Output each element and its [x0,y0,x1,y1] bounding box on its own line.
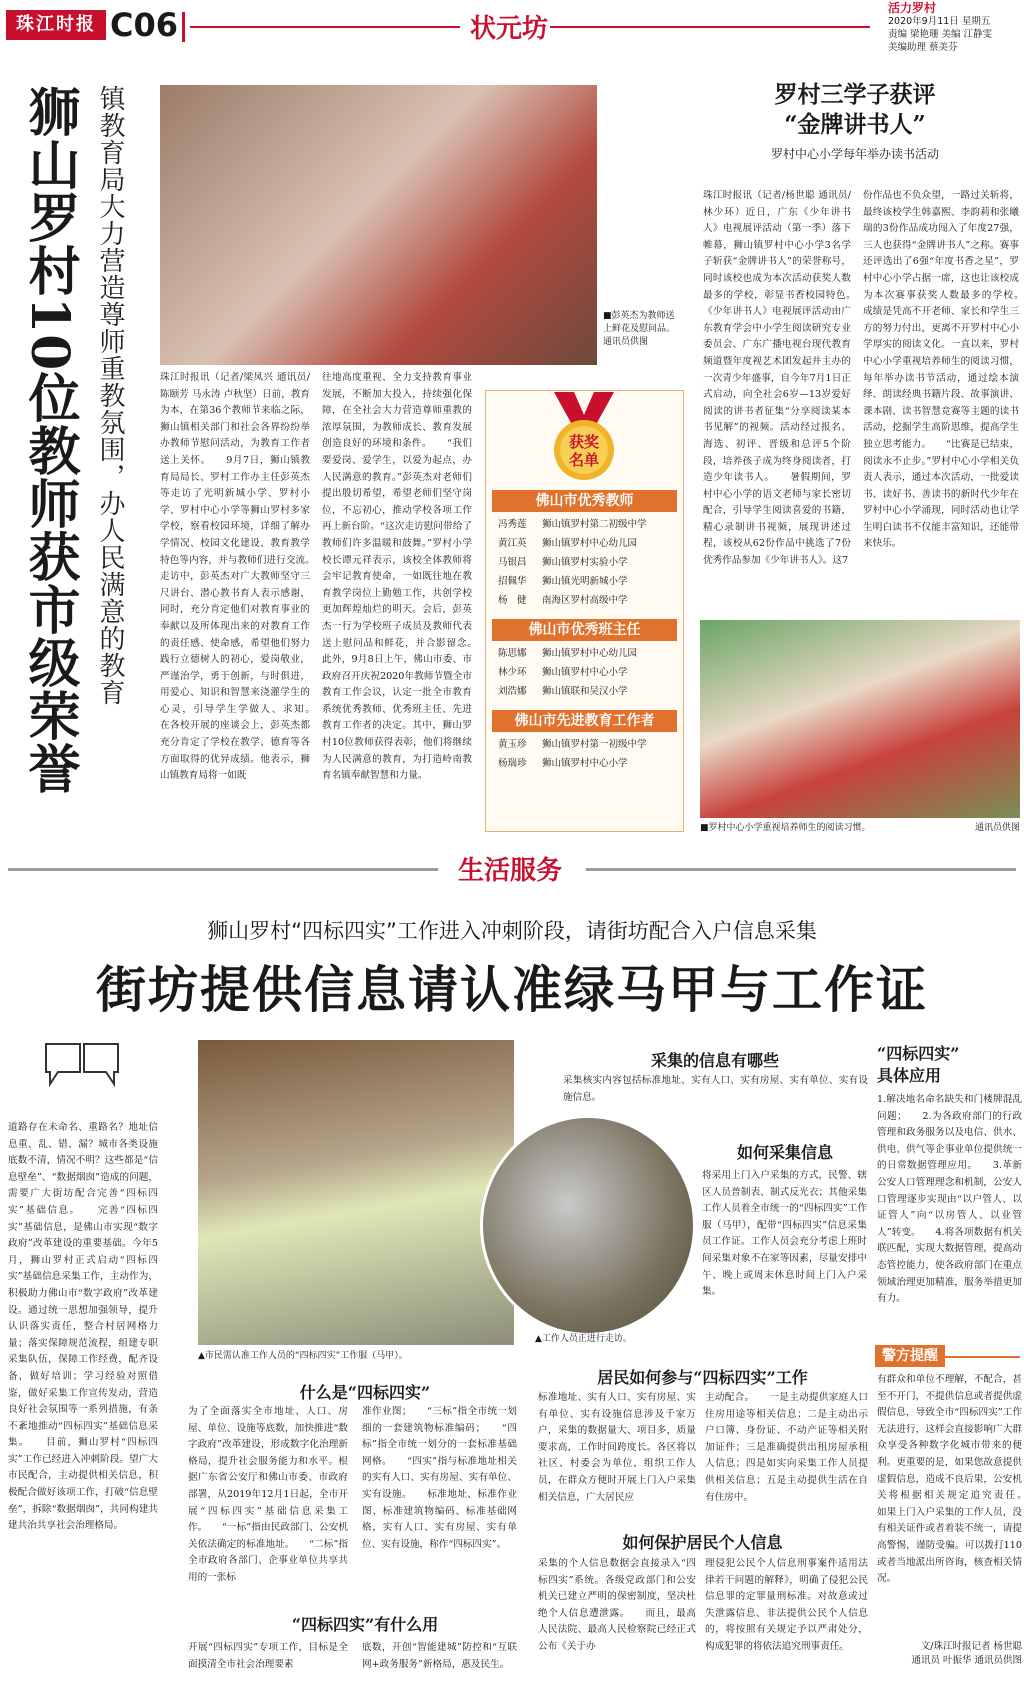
award-group-rows [492,641,677,704]
award-name: 刘浩娜 [498,686,527,697]
credits-line2: 通讯员 叶振华 通讯员供图 [911,1655,1022,1666]
article2-column-1: 珠江时报讯（记者/杨世聪 通讯员/林少环）近日，广东《少年讲书人》电视展评活动（第一季）落下帷幕，狮山镇罗村中心小学3名学子斩获“金牌讲书人”的荣誉称号，同时该校也成为本次活动获奖人数最多的学校，彰显书香校园特色。 《少年讲书人》电视展评活动由广东教育学会中小学生阅读研究专业委员会、广东广播电视台现代教育频道暨年度视艺术团发起并主办的一次青少年盛事，自今年7月1日正式启动，向全社会6岁—13岁爱好阅读的讲书者征集“分享阅读某本书见解”的视频。活动经过报名、海选、初评、晋级和总评5个阶段，培养孩子成为终身阅读者，打造少年读书人。 暑假期间，罗村中心小学的语文老师与家长密切配合，引导学生阅读喜爱的书籍，精心录制讲书视频，展现讲述过程，该校从62份作品中挑选了7份优秀作品参加《少年讲书人》。这7 [703,190,851,567]
section-rule-right [550,26,870,28]
masthead-divider [182,12,185,42]
article1-subtitle: 镇教育局大力营造尊师重教氛围，办人民满意的教育 [95,85,125,706]
applications-title-line1: “四标四实” [877,1044,960,1063]
q5-heading [535,1365,870,1388]
q1-title: 采集的信息有哪些 [650,1051,779,1070]
credits-line1: 文/珠江时报记者 杨世聪 [920,1641,1022,1652]
award-org: 狮山镇罗村实验小学 [542,557,628,568]
award-org: 狮山镇罗村中心幼儿园 [542,648,638,659]
award-row [498,591,671,610]
award-name: 陈思娜 [498,648,527,659]
photo2-credit: 通讯员供图 [974,823,1020,833]
q3-text-b: 准作业图； “三标”指全市统一划细的一套建筑物标准编码； “四标”指全市统一划分的一套标准基础网格。 “四实”指与标准地址相关的实有人口、实有房屋、实有单位、实有设施。 标准地址、标准作业图、标准建筑物编码、标准基础网格，实有人口、实有房屋、实有单位、实有设施，称作“四标四实”。 [362,1406,517,1550]
award-group-title: 佛山市优秀班主任 [492,619,677,641]
award-name: 杨 健 [498,595,527,606]
award-row [498,515,671,534]
divider-line-right [586,868,1016,871]
article1-title: 狮山罗村10位教师获市级荣誉 [19,85,80,796]
q3-title: 什么是“四标四实” [299,1383,431,1402]
award-org: 狮山镇罗村中心幼儿园 [542,538,638,549]
article2-column-2: 份作品也不负众望，一路过关斩将，最终该校学生韩嘉熙、李韵莉和张曦瑞的3份作品成功闯入了年度27强，三人也获得“金牌讲书人”之称。赛事还评选出了6强“年度书香之星”，罗村中心小学占据一席，这也让该校成为本次赛事获奖人数最多的学校。 成绩是凭高不开老师、家长和学生三方的努力付出，更离不开罗村中心小学厚实的阅读文化。一直以来，罗村中心小学重视培养师生的阅读习惯，每年举办读书节活动，通过绘本演绎、朗读经典书籍片段、故事演讲、课本剧、读书智慧竞赛等主题的读书活动，挖掘学生高阶思维，提高学生独立思考能力。 “比赛是已结束，阅读永不止步。”罗村中心小学相关负责人表示，通过本次活动，一批爱读书、读好书、善读书的新时代少年在罗村中心小学涌现，同时活动也让学生明白读书不仅能丰富知识，还能带来快乐。 [863,190,1019,550]
award-name: 黄玉珍 [498,739,527,750]
article1-column-2: 往地高度重视、全力支持教育事业发展，不断加大投入，持续强化保障，在全社会大力营造尊师重教的浓厚氛围，为教师成长、教育发展创造良好的环境和条件。 “我们要爱岗、爱学生，以爱为起点，办人民满意的教育。”彭英杰对老师们提出殷切希望，希望老师们坚守岗位，不忘初心，推动学校各项工作再上新台阶。“这次走访慰问带给了教师们许多温暖和鼓舞。”罗村小学校长谭元祥表示，该校全体教师将会牢记教育使命，一如既往地在教育教学岗位上勤勉工作，共创学校更加辉煌灿烂的明天。会后，彭英杰一行为学校班子成员及教师代表送上慰问品和鲜花，并合影留念。 此外，9月8日上午，佛山市委、市政府召开庆祝2020年教师节暨全市教育工作会议，认定一批全市教育系统优秀教师、优秀班主任、先进教育工作者的决定。其中，狮山罗村10位教师获得表彰，他们将继续为人民满意的教育，为打造岭南教育名镇奉献智慧和力量。 [322,372,472,782]
q1-text: 采集核实内容包括标准地址、实有人口、实有房屋、实有单位、实有设施信息。 [563,1075,868,1103]
award-row [498,553,671,572]
police-alert-rule [945,1356,1020,1358]
volunteers-photo [198,1040,514,1345]
police-alert-text: 有群众和单位不理解，不配合，甚至不开门，不提供信息或者提供虚假信息，导致全市“四标四实”工作无法进行，这样会直接影响广大群众享受各种数字化城市带来的便利。更重要的是，如果您故意提供虚假信息，造成不良后果，公安机关将根据相关规定追究责任。 如果上门入户采集的工作人员，没有相关证件或者着装不统一，请提高警惕，谨防受骗。可以拨打110或者当地派出所咨询，核查相关情况。 [877,1374,1022,1585]
section-rule-left [190,26,460,28]
article3-kicker: 狮山罗村“四标四实”工作进入冲刺阶段，请街坊配合入户信息采集 [207,919,817,943]
masthead [0,0,1024,52]
section-title: 状元坊 [470,14,549,44]
photo4-caption: ▲工作人员正进行走访。 [535,1334,632,1344]
article2-subtitle: 罗村中心小学每年举办读书活动 [770,147,939,161]
award-row [498,682,671,701]
photo2-caption: ■罗村中心小学重视培养师生的阅读习惯。 [700,823,871,833]
page-number: C06 [110,6,179,44]
worker-visit-photo [480,1115,696,1336]
teacher-award-photo [160,85,597,365]
applications-title-line2: 具体应用 [877,1066,942,1085]
award-groups [492,490,677,776]
section2-title: 生活服务 [452,850,568,887]
q4-text-b: 底数，开创“智能建城”防控和“互联网+政务服务”新格局，惠及民生。 [362,1642,517,1670]
award-org: 狮山镇罗村第二初级中学 [542,519,647,530]
applications-heading [877,1043,1022,1087]
q6-text-a: 采集的个人信息数据会直接录入“四标四实”系统。各级党政部门和公安机关已建立严明的保密制度，坚决杜绝个人信息遭泄露。 而且，最高人民法院、最高人民检察院已经正式公布《关于办 [538,1558,696,1652]
award-org: 狮山镇联和吴汉小学 [542,686,628,697]
medal-label-top: 获奖 [568,433,600,451]
page-brand: 活力罗村 [888,1,937,15]
article2-title-line1: 罗村三学子获评 [774,81,936,108]
q2-text: 将采用上门入户采集的方式，民警、辖区人员普制表、制式反光衣；其他采集工作人员着全市统一的“四标四实”工作服（马甲），配带“四标四实”信息采集员工作证。工作人员会充分考虑上班时间采集对象不在家等因素，尽量安排中午、晚上或周末休息时间上门入户采集。 [702,1170,867,1298]
q5-title: 居民如何参与“四标四实”工作 [597,1368,808,1387]
reading-activity-photo [700,620,1020,818]
article3-lead: 道路存在未命名、重路名？地址信息重、乱、错、漏？城市各类设施底数不清，情况不明？这些都是“信息壁垒”、“数据烟囱”造成的问题，需要广大街坊配合完善“四标四实”基础信息。 完善“四标四实”基础信息，是佛山市实现“数字政府”改革建设的重要基础。今年5月，狮山罗村正式启动“四标四实”基础信息采集工作，主动作为，积极助力佛山市“数字政府”改革建设。通过统一思想加强领导，提升认识落实责任，整合村居网格力量；落实保障规范流程，组建专职采集队伍，保障工作经费，配齐设备，做好培训；学习经验对照借鉴，做好采集工作宣传发动，营造良好社会氛围等一系列措施，有条不紊地推动“四标四实”基础信息采集。 目前，狮山罗村“四标四实”工作已经进入冲刺阶段。望广大市民配合，主动提供相关信息，积极配合做好该项工作，打破“信息壁垒”，拆除“数据烟囱”，共同构建共建共治共享社会治理格局。 [8,1122,158,1532]
photo2-caption-bar [700,822,1020,835]
article3-headline: 街坊提供信息请认准绿马甲与工作证 [96,960,928,1019]
award-org: 南海区罗村高级中学 [542,595,628,606]
q2-title: 如何采集信息 [736,1143,833,1162]
award-org: 狮山镇罗村中心小学 [542,758,628,769]
article1-column-1: 珠江时报讯（记者/梁凤兴 通讯员/陈颐芳 马永涛 卢秋坚）日前，教育为本，在第36个教师节来临之际，狮山镇相关部门和社会各界纷纷举办教师节慰问活动，为教育工作者送上关怀。 9月7日，狮山镇教育局局长、罗村工作办主任彭英杰等走访了光明新城小学、罗村小学、罗村中心小学等狮山罗村多家学校，察看校园环境，详细了解办学情况、校园文化建设、教育教学特色等内容，并与教师们进行交流。 走访中，彭英杰对广大教师坚守三尺讲台、潜心教书育人表示感谢，同时，充分肯定他们对教育事业的奉献以及所体现出来的对教育工作的责任感、使命感，希望他们努力践行立德树人的初心，爱岗敬业，严谨治学，勇于创新，与时俱进，用爱心、知识和智慧来浇灌学生的心灵，引导学生学做人、求知。 在各校开展的座谈会上，彭英杰都充分肯定了学校在教学、德育等各方面取得的优异成绩。他表示，狮山镇教育局将一如既 [160,372,310,782]
medal-label-bottom: 名单 [568,451,600,469]
q5-text-a: 标准地址、实有人口、实有房屋、实有单位、实有设施信息涉及千家万户，采集的数据量大、项目多，质量要求高，工作时间跨度长。各区将以社区、村委会为单位，组织工作人员，在群众方便时开展上门入户采集相关信息，广大居民应 [538,1392,696,1503]
award-group-rows [492,732,677,776]
q6-title: 如何保护居民个人信息 [622,1533,783,1552]
award-org: 狮山镇罗村中心小学 [542,667,628,678]
q3-text-a: 为了全面落实全市地址、人口、房屋、单位、设施等底数，加快推进“数字政府”改革建设，形成数字化治理新格局，提升社会服务能力和水平。根据广东省公安厅和佛山市委、市政府部署，从2019年12月1日起，全市开展“四标四实”基础信息采集工作。 “一标”指由民政部门、公安机关依法确定的标准地址。 “二标”指全市政府各部门、企事业单位共享共用的一张标 [188,1406,348,1583]
q4-title: “四标四实”有什么用 [291,1615,439,1634]
article2-title [690,80,1020,140]
award-row [498,572,671,591]
photo1-caption: ■彭英杰为教师送上鲜花及慰问品。通讯员供图 [603,311,676,347]
q5-text-b: 主动配合。 一是主动提供家庭人口住房用途等相关信息；二是主动出示户口簿、身份证、不动产证等相关附加证件；三是准确提供出租房屋承租人信息；四是如实向采集工作人员提供相关信息；五是主动提供生活在自有住房中。 [705,1392,868,1503]
q6-text-b: 理侵犯公民个人信息刑事案件适用法律若干问题的解释》，明确了侵犯公民信息罪的定罪量刑标准。对故意或过失泄露信息、非法提供公民个人信息的，将按照有关规定予以严肃处分，构成犯罪的将依法追究刑事责任。 [705,1558,868,1652]
q2-heading [700,1140,870,1163]
award-name: 林少环 [498,667,527,678]
q4-text-a: 开展“四标四实”专项工作，目标是全面摸清全市社会治理要素 [188,1642,348,1670]
article3-credits [877,1640,1022,1668]
article2-title-line2: “金牌讲书人” [784,111,926,138]
q4-heading [215,1612,515,1635]
issue-date: 2020年9月11日 星期五 [888,16,991,27]
award-group-title: 佛山市先进教育工作者 [492,710,677,732]
award-name: 招佩华 [498,576,527,587]
award-row [498,754,671,773]
award-name: 黄江英 [498,538,527,549]
divider-line-left [8,868,438,871]
applications-list: 1.解决地名命名缺失和门楼牌混乱问题； 2.为各政府部门的行政管理和政务服务以及电信、供水、供电、供气等企事业单位提供统一的日常数据管理应用。 3.革新公安人口管理理念和机制，公安人口管理逐步实现由“以户管人、以证管人”向“以房管人、以业管人”转变。 4.将各项数据有机关联匹配，实现大数据管理，提高动态管控能力，使各政府部门在重点领域治理更加精准，服务举措更加有力。 [877,1094,1022,1305]
medal-icon [540,392,628,482]
award-row [498,663,671,682]
award-name: 杨瑞珍 [498,758,527,769]
award-row [498,534,671,553]
award-org: 狮山镇光明新城小学 [542,576,628,587]
police-alert-title: 警方提醒 [875,1345,945,1367]
q3-heading [215,1380,515,1403]
editor-credit: 责编 梁艳珊 美编 江静雯 [888,29,993,40]
award-group-title: 佛山市优秀教师 [492,490,677,512]
q1-heading [560,1048,870,1071]
award-group-rows [492,512,677,613]
speech-bubble-icon [42,1040,122,1095]
issue-info [888,2,1022,62]
newspaper-logo: 珠江时报 [6,10,106,40]
assistant-credit: 美编助理 蔡美芬 [888,42,958,53]
award-row [498,735,671,754]
q6-heading [535,1530,870,1553]
award-row [498,644,671,663]
award-name: 马银昌 [498,557,527,568]
photo3-caption: ▲市民需认准工作人员的“四标四实”工作服（马甲）。 [198,1351,408,1361]
award-name: 冯秀莲 [498,519,527,530]
award-org: 狮山镇罗村第一初级中学 [542,739,647,750]
